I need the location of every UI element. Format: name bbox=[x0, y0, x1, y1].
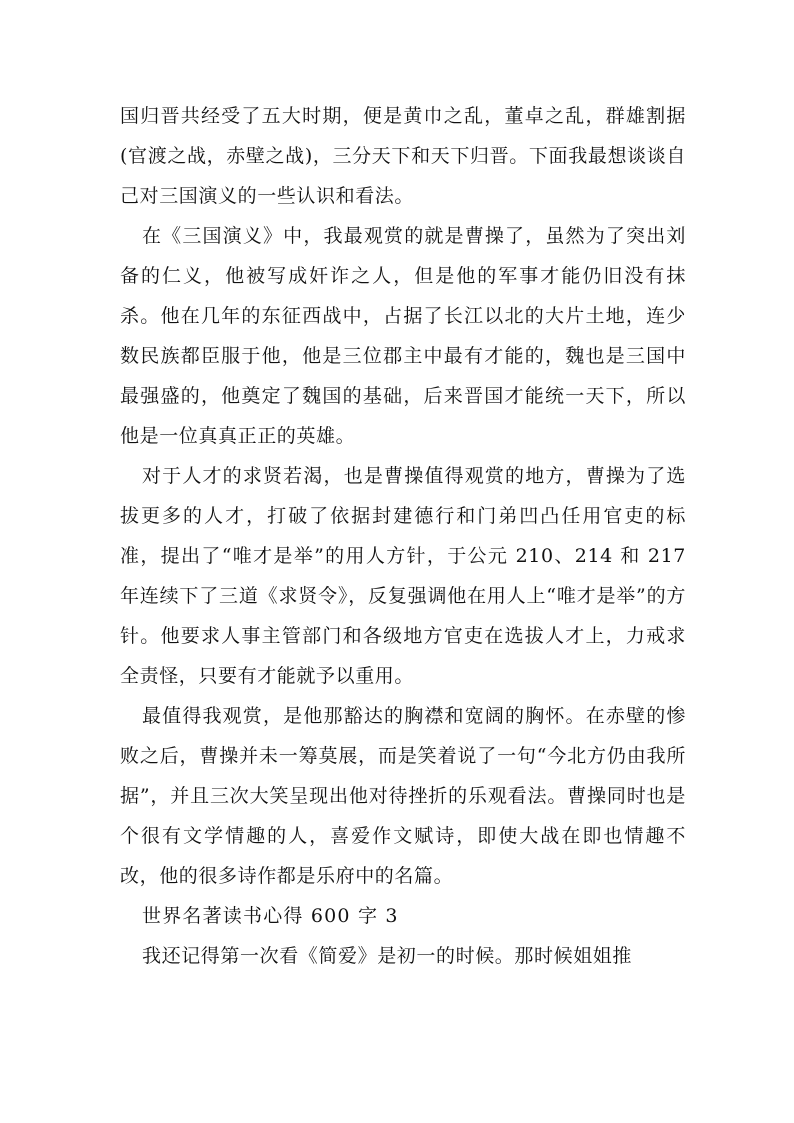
paragraph-2: 在《三国演义》中，我最观赏的就是曹操了，虽然为了突出刘备的仁义，他被写成奸诈之人，但是他的军事才能仍旧没有抹杀。他在几年的东征西战中，占据了长江以北的大片土地，连少数民族都臣服于他，他是三位郡主中最有才能的，魏也是三国中最强盛的，他奠定了魏国的基础，后来晋国才能统一天下，所以他是一位真真正正的英雄。 bbox=[120, 225, 686, 447]
document-body bbox=[120, 96, 686, 976]
paragraph-1: 国归晋共经受了五大时期，便是黄巾之乱，董卓之乱，群雄割据(官渡之战，赤壁之战)，三分天下和天下归晋。下面我最想谈谈自己对三国演义的一些认识和看法。 bbox=[120, 105, 686, 207]
paragraph-4: 最值得我观赏，是他那豁达的胸襟和宽阔的胸怀。在赤壁的惨败之后，曹操并未一筹莫展，而是笑着说了一句“今北方仍由我所据”，并且三次大笑呈现出他对待挫折的乐观看法。曹操同时也是个很有文学情趣的人，喜爱作文赋诗，即使大战在即也情趣不改，他的很多诗作都是乐府中的名篇。 bbox=[120, 705, 686, 887]
section-heading: 世界名著读书心得 600 字 3 bbox=[142, 905, 399, 927]
paragraph-5: 我还记得第一次看《简爱》是初一的时候。那时候姐姐推 bbox=[142, 945, 633, 967]
paragraph-3: 对于人才的求贤若渴，也是曹操值得观赏的地方，曹操为了选拔更多的人才，打破了依据封建德行和门弟凹凸任用官吏的标准，提出了“唯才是举”的用人方针，于公元 210、214 和 217 年连续下了三道《求贤令》，反复强调他在用人上“唯才是举”的方针。他要求人事主管部门和各级地方官吏在选拔人才上，力戒求全责怪，只要有才能就予以重用。 bbox=[120, 465, 686, 687]
